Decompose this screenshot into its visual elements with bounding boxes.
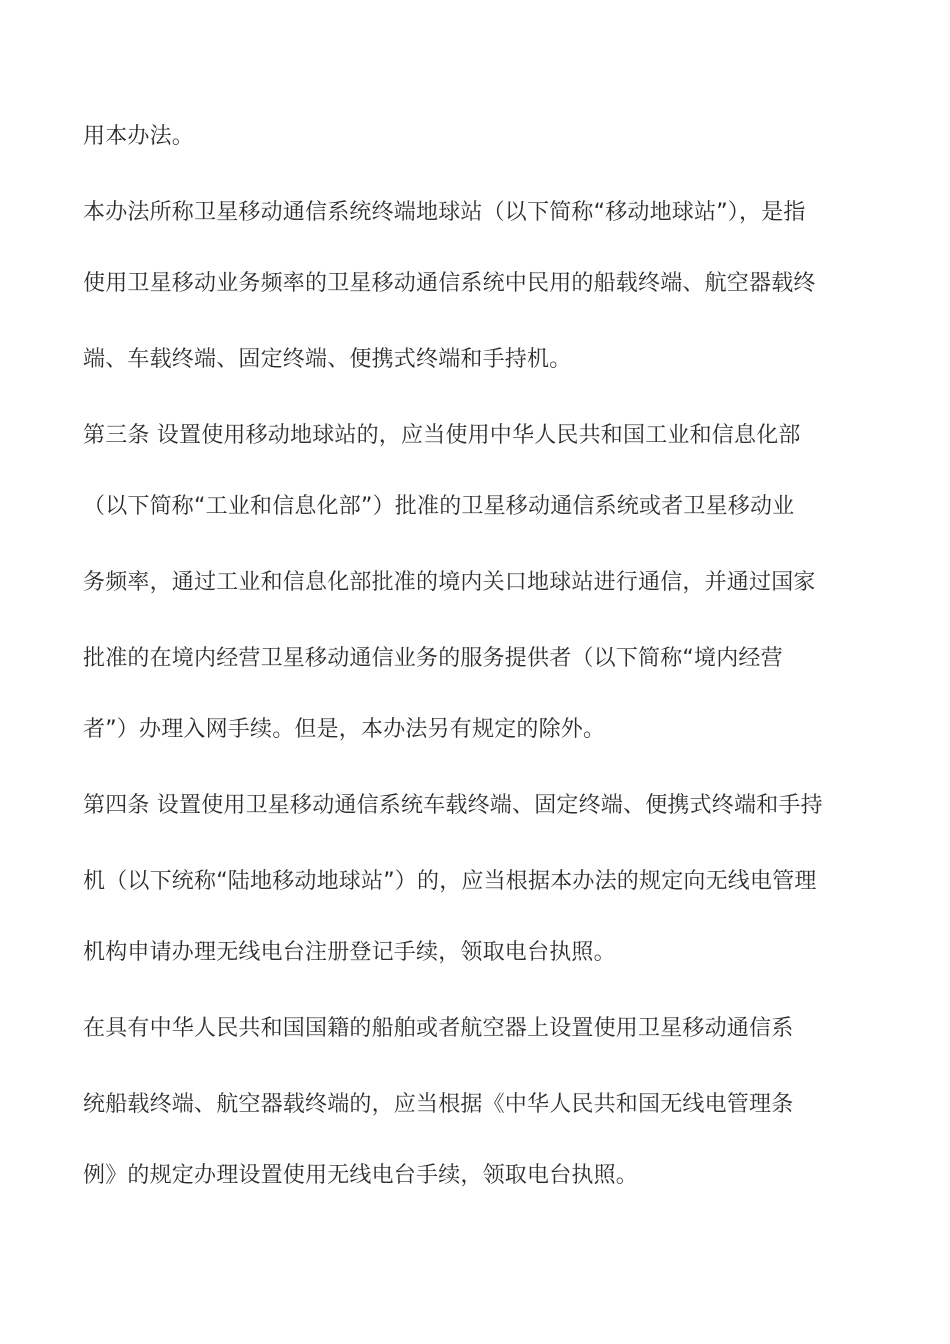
text-line: 务频率，通过工业和信息化部批准的境内关口地球站进行通信，并通过国家 [83,570,816,595]
article-3-start: 第三条 设置使用移动地球站的，应当使用中华人民共和国工业和信息化部 [83,423,801,448]
text-line: 机构申请办理无线电台注册登记手续，领取电台执照。 [83,940,616,965]
text-line: 机（以下统称“陆地移动地球站”）的，应当根据本办法的规定向无线电管理 [83,869,817,894]
text-line: 端、车载终端、固定终端、便携式终端和手持机。 [83,347,572,372]
text-line: 使用卫星移动业务频率的卫星移动通信系统中民用的船载终端、航空器载终 [83,271,816,296]
text-line: 者”）办理入网手续。但是，本办法另有规定的除外。 [83,717,606,742]
text-line: 批准的在境内经营卫星移动通信业务的服务提供者（以下简称“境内经营 [83,646,783,671]
article-4-start: 第四条 设置使用卫星移动通信系统车载终端、固定终端、便携式终端和手持 [83,793,823,818]
text-line: 统船载终端、航空器载终端的，应当根据《中华人民共和国无线电管理条 [83,1092,794,1117]
text-line-definition-start: 本办法所称卫星移动通信系统终端地球站（以下简称“移动地球站”），是指 [83,200,806,225]
text-line-continuation: 用本办法。 [83,124,195,149]
text-line: （以下简称“工业和信息化部”）批准的卫星移动通信系统或者卫星移动业 [83,494,795,519]
paragraph-start: 在具有中华人民共和国国籍的船舶或者航空器上设置使用卫星移动通信系 [83,1016,794,1041]
text-line: 例》的规定办理设置使用无线电台手续，领取电台执照。 [83,1163,639,1188]
